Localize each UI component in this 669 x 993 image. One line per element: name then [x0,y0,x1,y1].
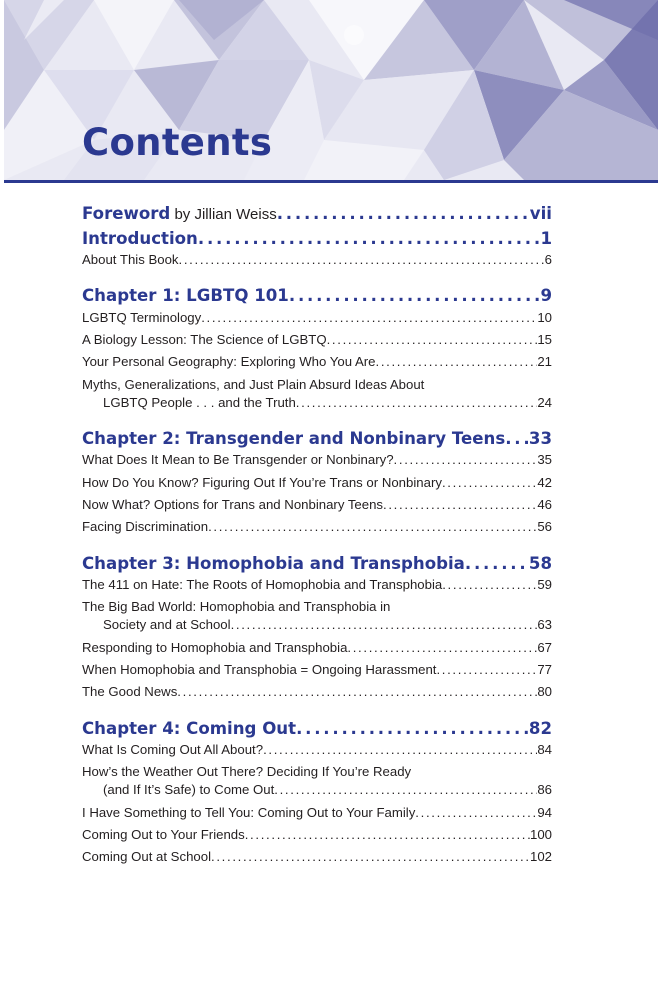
page-number: 15 [537,332,552,348]
dot-leader [274,781,537,799]
entry-label: What Is Coming Out All About? [82,742,264,758]
page-number: 21 [537,354,552,370]
toc-entry[interactable] [82,804,552,822]
dot-leader [289,285,541,307]
page-number: 1 [540,228,552,248]
dot-leader [177,683,537,701]
foreword-label: Foreword [82,204,171,223]
entry-label: Now What? Options for Trans and Nonbinary Teens [82,497,384,513]
toc-entry[interactable] [82,826,552,844]
page-number: 35 [537,452,552,468]
dot-leader [442,576,537,594]
page-number: 42 [537,474,552,490]
page-number: 67 [537,639,552,655]
entry-label-line1: How’s the Weather Out There? Deciding If You’re Ready [82,764,412,780]
toc-chapter-4[interactable] [82,718,552,740]
page-number: 58 [528,553,552,573]
entry-label-line1: Myths, Generalizations, and Just Plain Absurd Ideas About [82,376,425,392]
page-title: Contents [82,121,273,164]
dot-leader [394,451,538,469]
toc-chapter-2[interactable] [82,428,552,450]
dot-leader [436,661,537,679]
entry-label: The 411 on Hate: The Roots of Homophobia and Transphobia [82,577,443,593]
entry-label: A Biology Lesson: The Science of LGBTQ [82,332,327,348]
dot-leader [211,848,530,866]
chapter-label: Chapter 1: LGBTQ 101 [82,286,289,306]
page-number: 46 [537,497,552,513]
entry-label: I Have Something to Tell You: Coming Out to Your Family [82,804,416,820]
introduction-label: Introduction [82,228,198,248]
entry-label-line2: (and If It’s Safe) to Come Out [103,782,275,798]
entry-label: Coming Out to Your Friends [82,827,245,843]
page-number: 102 [529,849,552,865]
dot-leader [245,826,530,844]
dot-leader [296,718,529,740]
toc-entry[interactable] [82,518,552,536]
page-number: 9 [540,286,552,306]
entry-label: Facing Discrimination [82,519,209,535]
page-number: 77 [537,662,552,678]
entry-label-line1: The Big Bad World: Homophobia and Transphobia in [82,599,391,615]
page-number: 6 [544,252,552,267]
table-of-contents [82,203,552,871]
page-number: 80 [537,684,552,700]
toc-entry[interactable] [82,763,552,799]
dot-leader [442,474,537,492]
dot-leader [198,228,541,250]
page-number: 59 [537,577,552,593]
chapter-label: Chapter 2: Transgender and Nonbinary Teens [82,428,506,448]
entry-label: When Homophobia and Transphobia = Ongoing Harassment [82,662,437,678]
dot-leader [201,309,537,327]
dot-leader [277,203,530,225]
page-number: 94 [537,804,552,820]
dot-leader [415,804,537,822]
page-number: 86 [537,782,552,798]
dot-leader [505,428,529,450]
toc-foreword[interactable] [82,203,552,226]
dot-leader [208,518,537,536]
page-number: 82 [528,718,552,738]
toc-entry[interactable] [82,474,552,492]
page-number: 84 [537,742,552,758]
dot-leader [383,496,537,514]
dot-leader [179,251,545,269]
toc-entry[interactable] [82,353,552,371]
header-rule [4,180,658,183]
toc-entry[interactable] [82,331,552,349]
dot-leader [465,553,529,575]
toc-chapter-1[interactable] [82,285,552,307]
toc-entry[interactable] [82,741,552,759]
dot-leader [347,639,537,657]
toc-entry[interactable] [82,639,552,657]
page-number: 10 [537,309,552,325]
toc-entry[interactable] [82,496,552,514]
dot-leader [231,616,538,634]
toc-entry[interactable] [82,309,552,327]
toc-introduction[interactable] [82,228,552,250]
entry-label-line2: Society and at School [103,617,231,633]
toc-entry[interactable] [82,848,552,866]
page-number: 33 [528,428,552,448]
toc-entry[interactable] [82,661,552,679]
page-number: 56 [537,519,552,535]
toc-entry[interactable] [82,251,552,269]
entry-label: About This Book [82,252,179,267]
dot-leader [296,394,538,412]
page-number: 63 [537,617,552,633]
toc-entry[interactable] [82,576,552,594]
dot-leader [376,353,538,371]
entry-label-line2: LGBTQ People . . . and the Truth [103,394,296,410]
chapter-label: Chapter 4: Coming Out [82,718,297,738]
entry-label: LGBTQ Terminology [82,309,202,325]
toc-chapter-3[interactable] [82,553,552,575]
page-number: 24 [537,394,552,410]
entry-label: How Do You Know? Figuring Out If You’re Trans or Nonbinary [82,474,442,490]
toc-entry[interactable] [82,683,552,701]
page-number: vii [529,204,552,223]
toc-entry[interactable] [82,376,552,412]
page-number: 100 [529,827,552,843]
entry-label: Your Personal Geography: Exploring Who You Are [82,354,376,370]
dot-leader [263,741,537,759]
toc-entry[interactable] [82,598,552,634]
toc-entry[interactable] [82,451,552,469]
entry-label: Responding to Homophobia and Transphobia [82,639,348,655]
entry-label: Coming Out at School [82,849,212,865]
entry-label: The Good News [82,684,178,700]
foreword-author: by Jillian Weiss [170,206,277,223]
chapter-label: Chapter 3: Homophobia and Transphobia [82,553,465,573]
dot-leader [327,331,538,349]
entry-label: What Does It Mean to Be Transgender or Nonbinary? [82,452,394,468]
